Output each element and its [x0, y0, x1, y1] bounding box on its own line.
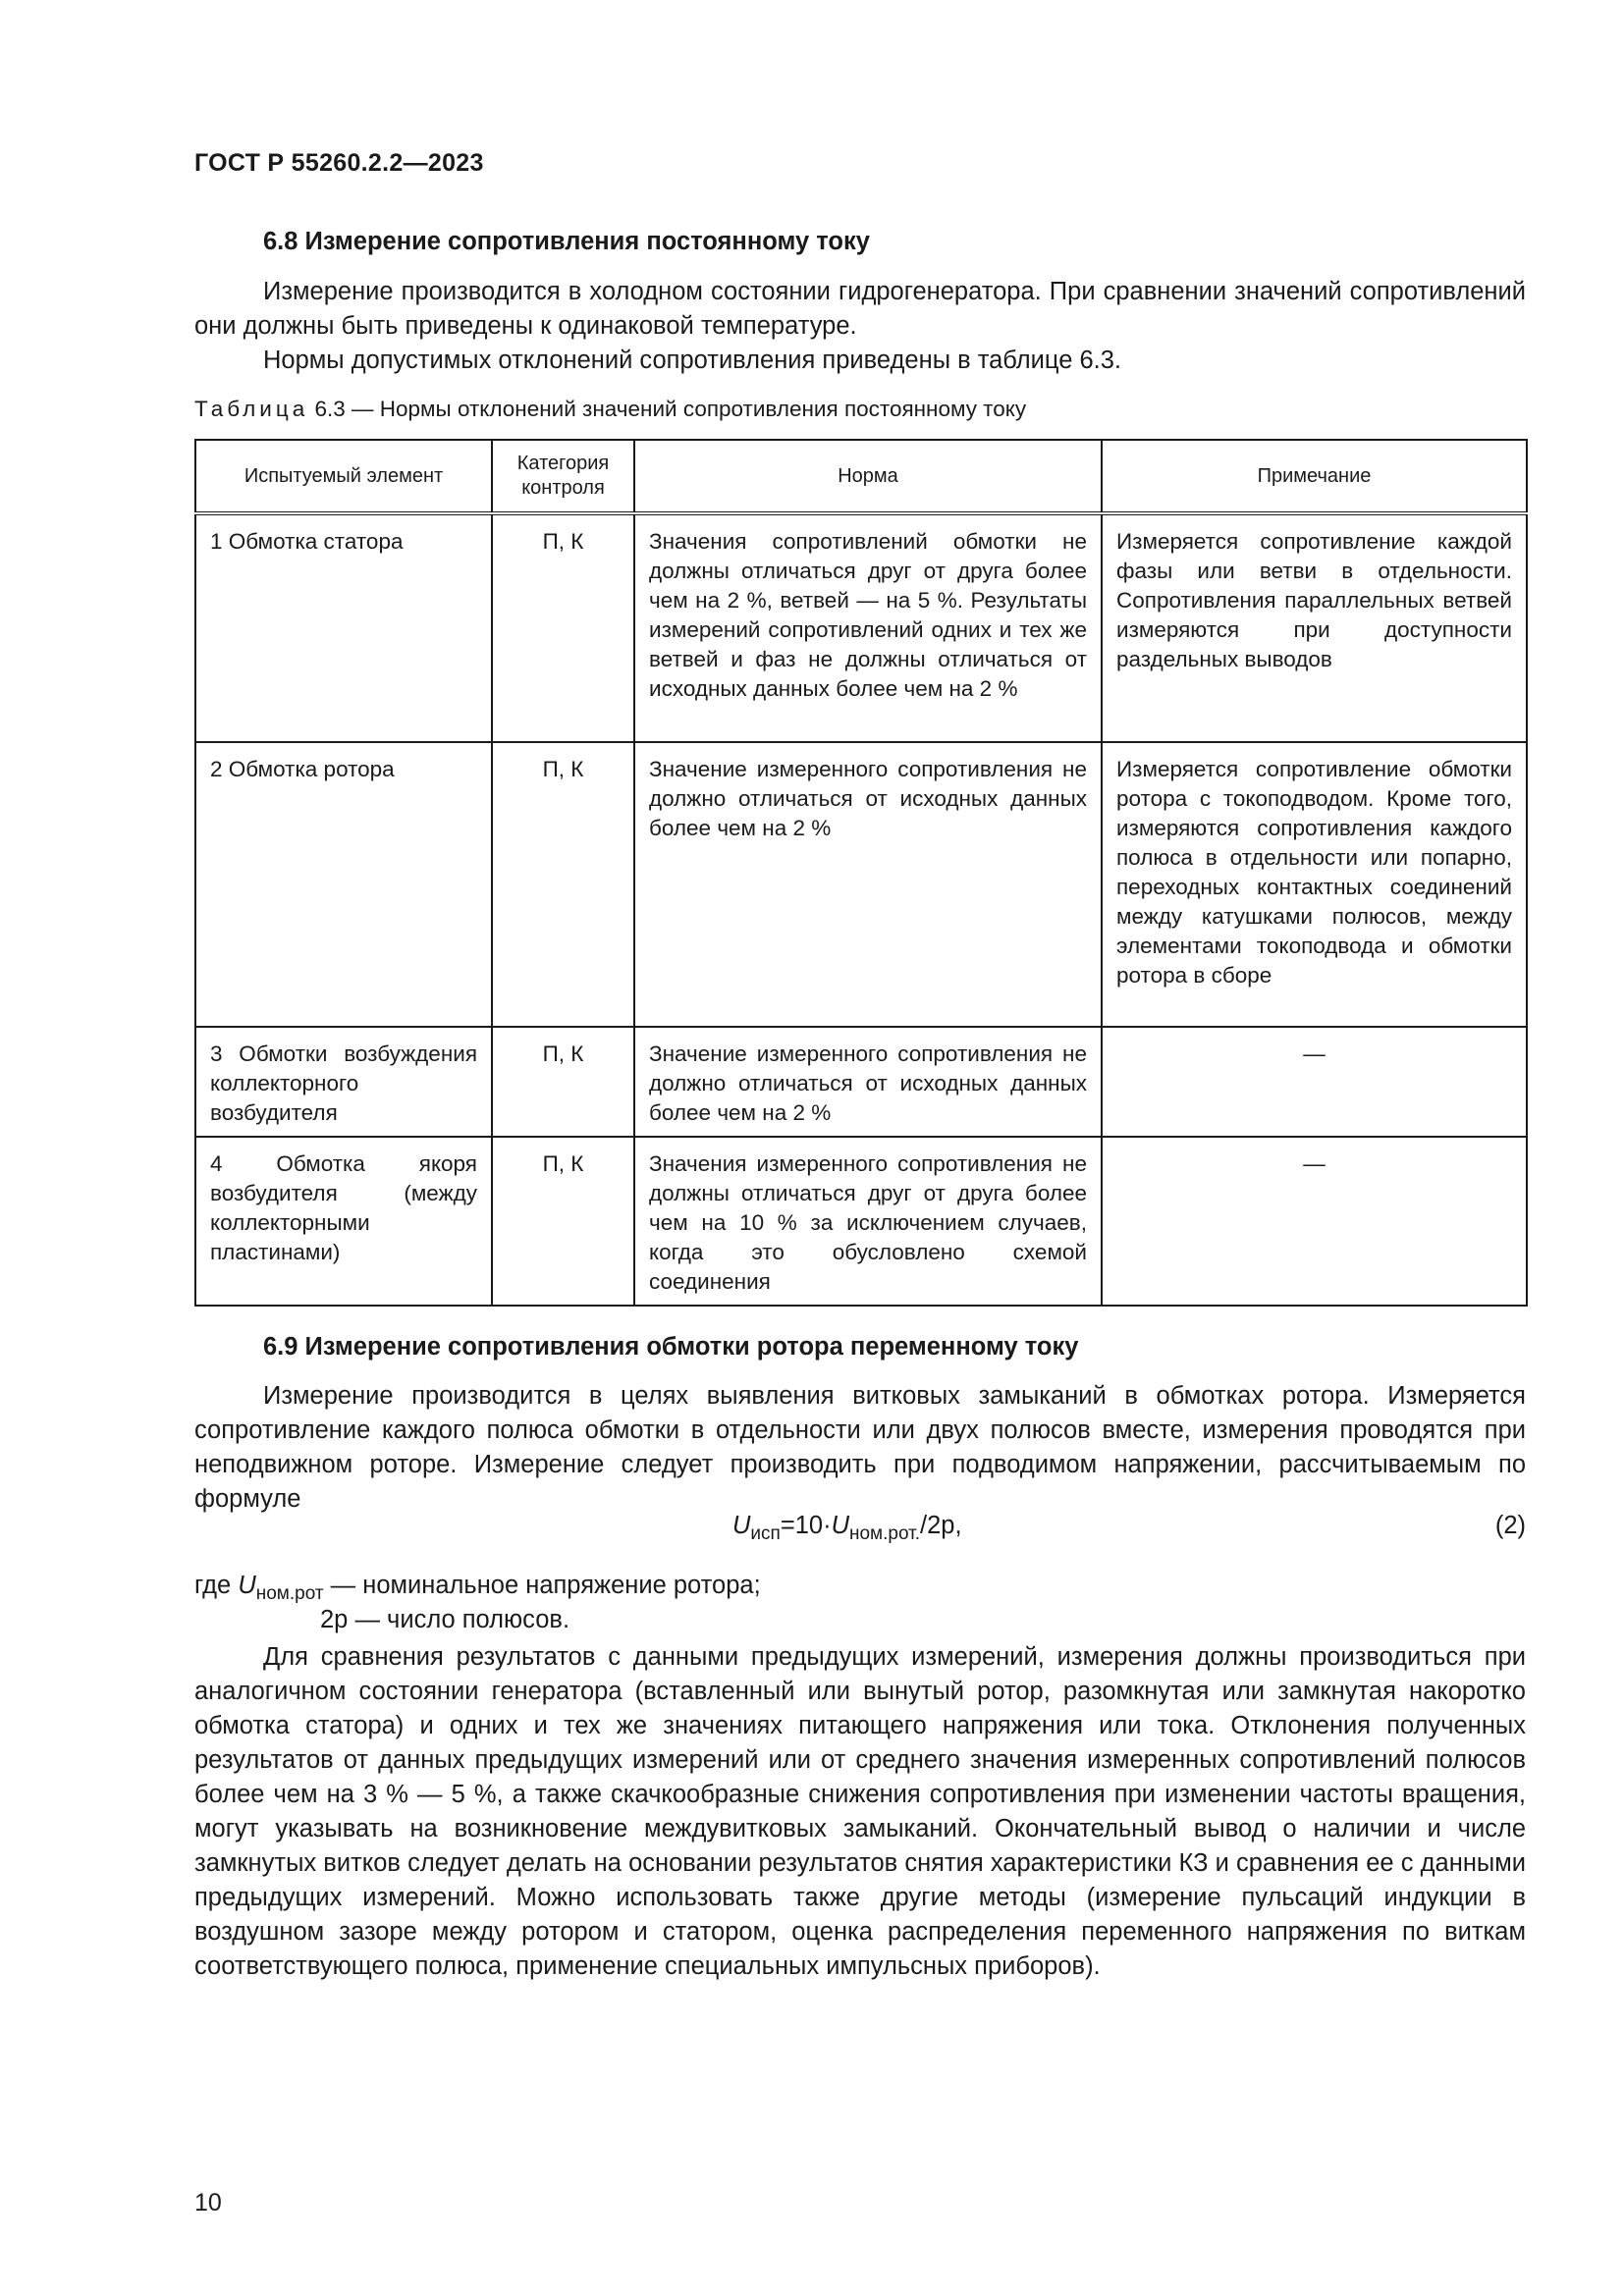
- cell-norm: Значения сопротивлений обмотки не должны отличаться друг от друга более чем на 2 %, ветвей — на 5 %. Результаты измерений сопротивлений одних и тех же ветвей и фаз не должны отличаться от исходных данных более чем на 2 %: [649, 529, 1087, 701]
- cell-category: П, К: [542, 1151, 584, 1176]
- cell-note: —: [1303, 1151, 1326, 1176]
- section-6-9-title: 6.9 Измерение сопротивления обмотки ротора переменному току: [263, 1333, 1079, 1361]
- header-category: Категория контроля: [492, 440, 634, 513]
- table-row: [195, 1027, 1527, 1137]
- definition-1-text: — номинальное напряжение ротора;: [323, 1572, 761, 1599]
- section-6-8-paragraph-1: Измерение производится в холодном состоянии гидрогенератора. При сравнении значений сопротивлений они должны быть приведены к одинаковой температуре.: [194, 278, 1526, 340]
- cell-element: 3 Обмотки возбуждения коллекторного возбудителя: [210, 1041, 477, 1125]
- formula-lhs-subscript: исп: [750, 1523, 781, 1544]
- table-row: [195, 513, 1527, 742]
- formula-number: (2): [1494, 1512, 1526, 1539]
- definition-2: 2p — число полюсов.: [320, 1606, 570, 1633]
- table-caption-label: Таблица: [194, 397, 309, 421]
- header-element: Испытуемый элемент: [195, 440, 492, 513]
- section-6-9-paragraph-1: Измерение производится в целях выявления витковых замыканий в обмотках ротора. Измеряется сопротивление каждого полюса обмотки в отдельности или двух полюсов вместе, измерения проводятся при неподвижном роторе. Измерение следует производить при подводимом напряжении, рассчитываемым по формуле: [194, 1382, 1526, 1513]
- cell-category: П, К: [542, 757, 584, 781]
- formula: [732, 1512, 962, 1545]
- norms-table: [194, 439, 1528, 1307]
- cell-note: Измеряется сопротивление каждой фазы или ветви в отдельности. Сопротивления параллельных ветвей измеряются при доступности раздельных выводов: [1116, 529, 1512, 671]
- definition-1-symbol: U: [238, 1572, 256, 1599]
- document-header: ГОСТ Р 55260.2.2—2023: [194, 149, 484, 177]
- definition-1-subscript: ном.рот: [255, 1583, 324, 1604]
- cell-norm: Значение измеренного сопротивления не должно отличаться от исходных данных более чем на 2 %: [649, 757, 1087, 840]
- cell-note: Измеряется сопротивление обмотки ротора с токоподводом. Кроме того, измеряются сопротивления каждого полюса в отдельности или попарно, переходных контактных соединений между катушками полюсов, между элементами токоподвода и обмотки ротора в сборе: [1116, 757, 1512, 988]
- table-caption: [194, 397, 1026, 422]
- table-caption-text: 6.3 — Нормы отклонений значений сопротивления постоянному току: [314, 397, 1027, 421]
- formula-rhs-subscript: ном.рот.: [849, 1523, 920, 1544]
- cell-norm: Значение измеренного сопротивления не должно отличаться от исходных данных более чем на 2 %: [649, 1041, 1087, 1125]
- where-prefix: где: [194, 1572, 232, 1599]
- section-6-8-title: 6.8 Измерение сопротивления постоянному току: [263, 228, 870, 255]
- page-number: 10: [194, 2189, 222, 2216]
- formula-rhs-symbol: U: [831, 1512, 849, 1539]
- table-header-row: [195, 440, 1527, 513]
- table-row: [195, 742, 1527, 1027]
- formula-middle: =10·: [780, 1512, 832, 1539]
- header-note: Примечание: [1102, 440, 1527, 513]
- section-6-8-paragraph-2: Нормы допустимых отклонений сопротивления приведены в таблице 6.3.: [263, 347, 1122, 374]
- cell-category: П, К: [542, 529, 584, 554]
- table-row: [195, 1137, 1527, 1306]
- formula-lhs-symbol: U: [732, 1512, 751, 1539]
- cell-note: —: [1303, 1041, 1326, 1066]
- cell-element: 1 Обмотка статора: [210, 529, 404, 554]
- header-norm: Норма: [634, 440, 1102, 513]
- cell-element: 4 Обмотка якоря возбудителя (между коллекторными пластинами): [210, 1151, 477, 1264]
- cell-element: 2 Обмотка ротора: [210, 757, 395, 781]
- section-6-9-paragraph-2: Для сравнения результатов с данными предыдущих измерений, измерения должны производиться при аналогичном состоянии генератора (вставленный или вынутый ротор, разомкнутая или замкнутая накоротко обмотка статора) и одних и тех же значениях питающего напряжения или тока. Отклонения полученных результатов от данных предыдущих измерений или от среднего значения измеренных сопротивлений полюсов более чем на 3 % — 5 %, а также скачкообразные снижения сопротивления при изменении частоты вращения, могут указывать на возникновение междувитковых замыканий. Окончательный вывод о наличии и числе замкнутых витков следует делать на основании результатов снятия характеристики КЗ и сравнения ее с данными предыдущих измерений. Можно использовать также другие методы (измерение пульсаций индукции в воздушном зазоре между ротором и статором, оценка распределения переменного напряжения по виткам соответствующего полюса, применение специальных импульсных приборов).: [194, 1643, 1526, 1980]
- cell-category: П, К: [542, 1041, 584, 1066]
- cell-norm: Значения измеренного сопротивления не должны отличаться друг от друга более чем на 10 % за исключением случаев, когда это обусловлено схемой соединения: [649, 1151, 1087, 1294]
- formula-tail: /2p,: [920, 1512, 962, 1539]
